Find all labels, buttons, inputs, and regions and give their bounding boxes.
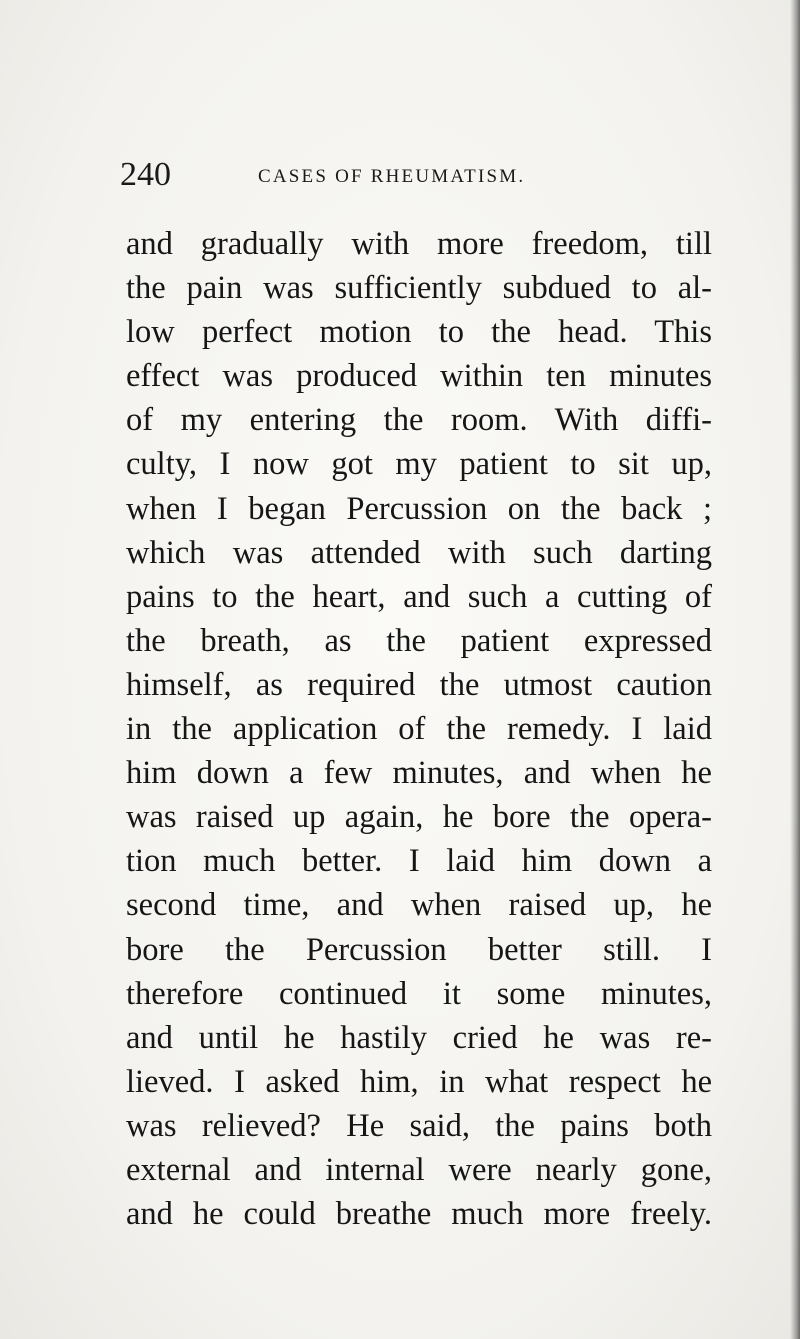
text-line: was relieved? He said, the pains both: [126, 1107, 712, 1144]
text-line: and he could breathe much more freely.: [126, 1196, 712, 1233]
text-line: and gradually with more freedom, till: [126, 226, 712, 262]
body-text: [126, 222, 712, 1236]
text-line: which was attended with such darting: [126, 534, 712, 571]
text-line: of my entering the room. With diffi-: [126, 402, 712, 439]
text-line: external and internal were nearly gone,: [126, 1151, 712, 1188]
page-edge-shadow: [790, 0, 800, 1339]
text-line: therefore continued it some minutes,: [126, 975, 712, 1012]
text-line: culty, I now got my patient to sit up,: [126, 446, 712, 483]
text-line: second time, and when raised up, he: [126, 887, 712, 924]
page-header: [120, 150, 720, 200]
text-line: the pain was sufficiently subdued to al-: [126, 270, 712, 307]
text-line: tion much better. I laid him down a: [126, 843, 712, 880]
text-line: and until he hastily cried he was re-: [126, 1019, 712, 1056]
running-head: CASES OF RHEUMATISM.: [258, 166, 526, 187]
text-line: when I began Percussion on the back ;: [126, 490, 712, 527]
text-line: low perfect motion to the head. This: [126, 314, 712, 351]
text-line: lieved. I asked him, in what respect he: [126, 1063, 712, 1100]
page-number: 240: [120, 156, 171, 193]
text-line: in the application of the remedy. I laid: [126, 711, 712, 748]
text-line: him down a few minutes, and when he: [126, 755, 712, 792]
text-line: pains to the heart, and such a cutting of: [126, 578, 712, 615]
text-line: was raised up again, he bore the opera-: [126, 799, 712, 836]
text-line: effect was produced within ten minutes: [126, 358, 712, 395]
text-line: himself, as required the utmost caution: [126, 666, 712, 703]
text-line: bore the Percussion better still. I: [126, 931, 712, 968]
text-line: the breath, as the patient expressed: [126, 622, 712, 659]
